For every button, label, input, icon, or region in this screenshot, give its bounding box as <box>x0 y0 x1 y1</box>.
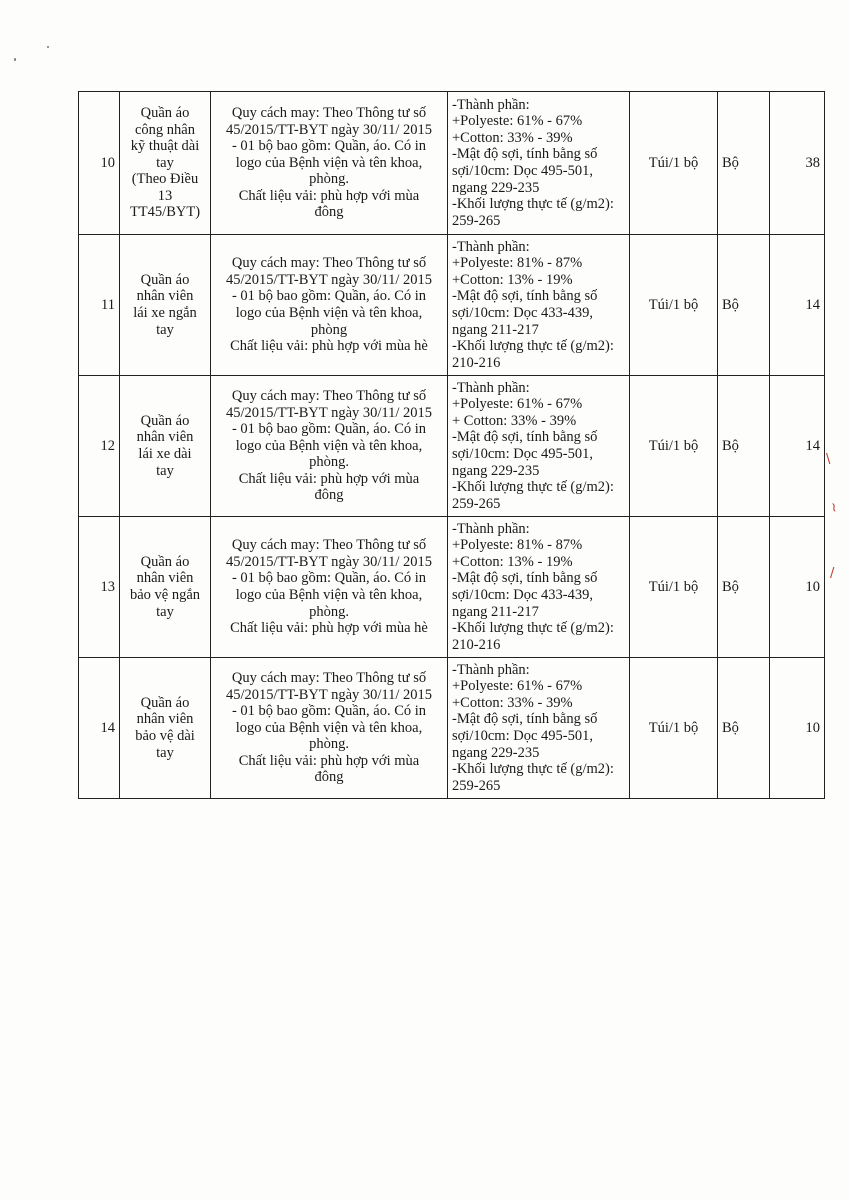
fabric-composition-line: -Khối lượng thực tế (g/m2): <box>452 761 614 778</box>
fabric-composition-line: +Polyeste: 61% - 67% <box>452 678 583 695</box>
scan-speck <box>14 58 16 61</box>
fabric-composition-line: -Khối lượng thực tế (g/m2): <box>452 479 614 496</box>
fabric-composition-cell <box>448 517 630 658</box>
unit-value: Bộ <box>722 296 739 313</box>
packaging-value: Túi/1 bộ <box>648 154 699 171</box>
sewing-spec-line: - 01 bộ bao gồm: Quần, áo. Có in <box>231 703 427 720</box>
sewing-spec-line: Quy cách may: Theo Thông tư số <box>231 387 427 404</box>
sewing-spec-line: Quy cách may: Theo Thông tư số <box>231 537 427 554</box>
item-number-cell <box>79 235 120 376</box>
fabric-composition-cell <box>448 658 630 799</box>
fabric-composition-line: +Polyeste: 61% - 67% <box>452 396 583 413</box>
item-number-cell <box>79 376 120 517</box>
sewing-spec-line: phòng. <box>309 736 349 753</box>
fabric-composition-line: ngang 211-217 <box>452 603 539 620</box>
sewing-spec-cell <box>211 235 448 376</box>
sewing-spec-line: phòng. <box>309 171 349 188</box>
sewing-spec-line: đông <box>314 204 344 221</box>
item-name-line: Quần áo <box>140 694 190 711</box>
sewing-spec-line: Chất liệu vải: phù hợp với mùa <box>238 752 420 769</box>
sewing-spec-line: - 01 bộ bao gồm: Quần, áo. Có in <box>231 570 427 587</box>
item-number: 13 <box>100 578 115 595</box>
fabric-composition-line: +Polyeste: 61% - 67% <box>452 113 583 130</box>
fabric-composition-line: sợi/10cm: Dọc 433-439, <box>452 587 593 603</box>
sewing-spec-line: Quy cách may: Theo Thông tư số <box>231 255 427 272</box>
item-number: 12 <box>100 437 115 454</box>
quantity-cell <box>770 517 825 658</box>
fabric-composition-line: sợi/10cm: Dọc 495-501, <box>452 728 593 744</box>
item-name-line: Quần áo <box>140 104 190 121</box>
fabric-composition-cell <box>448 376 630 517</box>
fabric-composition-line: -Mật độ sợi, tính bằng số <box>452 711 598 728</box>
item-name-cell <box>120 658 211 799</box>
scan-speck <box>47 46 49 48</box>
quantity-cell <box>770 235 825 376</box>
sewing-spec-line: đông <box>314 769 344 786</box>
unit-value: Bộ <box>722 154 739 171</box>
item-name-cell <box>120 376 211 517</box>
item-name-line: tay <box>156 744 174 761</box>
fabric-composition-line: +Polyeste: 81% - 87% <box>452 537 583 554</box>
fabric-composition-line: 210-216 <box>452 636 501 653</box>
fabric-composition-line: sợi/10cm: Dọc 495-501, <box>452 446 593 462</box>
uniform-spec-table <box>78 91 825 799</box>
fabric-composition-line: ngang 229-235 <box>452 462 540 479</box>
fabric-composition-cell <box>448 92 630 235</box>
fabric-composition-line: +Cotton: 33% - 39% <box>452 694 573 711</box>
quantity-value: 38 <box>805 154 820 171</box>
item-name-line: lái xe dài <box>138 446 192 462</box>
item-number: 10 <box>100 154 115 171</box>
item-name-line: nhân viên <box>136 570 194 587</box>
unit-cell <box>718 92 770 235</box>
fabric-composition-line: -Thành phần: <box>452 379 530 396</box>
sewing-spec-line: - 01 bộ bao gồm: Quần, áo. Có in <box>231 138 427 155</box>
fabric-composition-line: ngang 229-235 <box>452 744 540 761</box>
unit-cell <box>718 376 770 517</box>
fabric-composition-line: ngang 211-217 <box>452 321 539 338</box>
sewing-spec-line: Chất liệu vải: phù hợp với mùa <box>238 187 420 204</box>
quantity-value: 14 <box>805 437 820 454</box>
sewing-spec-line: phòng <box>310 321 348 338</box>
sewing-spec-line: 45/2015/TT-BYT ngày 30/11/ 2015 <box>225 271 433 288</box>
item-name-cell <box>120 92 211 235</box>
item-name-line: TT45/BYT) <box>129 204 201 221</box>
fabric-composition-line: 259-265 <box>452 495 501 512</box>
item-name-line: tay <box>156 321 174 338</box>
fabric-composition-line: sợi/10cm: Dọc 433-439, <box>452 305 593 321</box>
unit-value: Bộ <box>722 437 739 454</box>
sewing-spec-line: logo của Bệnh viện và tên khoa, <box>235 154 423 171</box>
item-number-cell <box>79 517 120 658</box>
packaging-value: Túi/1 bộ <box>648 437 699 454</box>
quantity-value: 14 <box>805 296 820 313</box>
stamp-edge-mark: \ <box>826 452 831 467</box>
unit-cell <box>718 658 770 799</box>
fabric-composition-line: -Khối lượng thực tế (g/m2): <box>452 196 614 213</box>
item-name-line: (Theo Điều <box>131 171 199 188</box>
fabric-composition-line: +Cotton: 33% - 39% <box>452 129 573 146</box>
table-row <box>79 235 825 376</box>
sewing-spec-cell <box>211 658 448 799</box>
fabric-composition-cell <box>448 235 630 376</box>
fabric-composition-line: ngang 229-235 <box>452 179 540 196</box>
sewing-spec-line: đông <box>314 487 344 504</box>
item-name-line: Quần áo <box>140 271 190 288</box>
item-name-line: Quần áo <box>140 553 190 570</box>
sewing-spec-line: 45/2015/TT-BYT ngày 30/11/ 2015 <box>225 121 433 138</box>
item-name-line: lái xe ngắn <box>133 305 197 321</box>
fabric-composition-line: -Thành phần: <box>452 520 530 537</box>
item-name-line: bảo vệ ngắn <box>129 587 201 603</box>
fabric-composition-line: -Thành phần: <box>452 661 530 678</box>
packaging-cell <box>630 517 718 658</box>
item-name-line: nhân viên <box>136 288 194 305</box>
sewing-spec-cell <box>211 92 448 235</box>
fabric-composition-line: -Thành phần: <box>452 96 530 113</box>
quantity-cell <box>770 658 825 799</box>
packaging-cell <box>630 235 718 376</box>
sewing-spec-cell <box>211 376 448 517</box>
fabric-composition-line: + Cotton: 33% - 39% <box>452 412 577 429</box>
unit-cell <box>718 517 770 658</box>
item-name-line: công nhân <box>135 121 195 138</box>
fabric-composition-line: +Polyeste: 81% - 87% <box>452 255 583 272</box>
item-name-line: nhân viên <box>136 711 194 728</box>
sewing-spec-line: 45/2015/TT-BYT ngày 30/11/ 2015 <box>225 404 433 421</box>
sewing-spec-cell <box>211 517 448 658</box>
item-number: 14 <box>100 719 115 736</box>
sewing-spec-line: 45/2015/TT-BYT ngày 30/11/ 2015 <box>225 686 433 703</box>
item-number-cell <box>79 658 120 799</box>
fabric-composition-line: -Khối lượng thực tế (g/m2): <box>452 338 614 355</box>
item-name-cell <box>120 235 211 376</box>
quantity-value: 10 <box>805 719 820 736</box>
unit-cell <box>718 235 770 376</box>
table-row <box>79 658 825 799</box>
stamp-edge-mark: ~ <box>825 500 842 515</box>
packaging-value: Túi/1 bộ <box>648 719 699 736</box>
sewing-spec-line: 45/2015/TT-BYT ngày 30/11/ 2015 <box>225 553 433 570</box>
packaging-cell <box>630 376 718 517</box>
fabric-composition-line: -Khối lượng thực tế (g/m2): <box>452 620 614 637</box>
item-name-line: tay <box>156 462 174 479</box>
item-name-line: bảo vệ dài <box>135 728 195 744</box>
fabric-composition-line: -Mật độ sợi, tính bằng số <box>452 429 598 446</box>
item-number: 11 <box>101 296 115 313</box>
packaging-cell <box>630 658 718 799</box>
sewing-spec-line: - 01 bộ bao gồm: Quần, áo. Có in <box>231 288 427 305</box>
item-name-line: nhân viên <box>136 429 194 446</box>
item-number-cell <box>79 92 120 235</box>
packaging-value: Túi/1 bộ <box>648 578 699 595</box>
packaging-cell <box>630 92 718 235</box>
unit-value: Bộ <box>722 719 739 736</box>
fabric-composition-line: -Mật độ sợi, tính bằng số <box>452 288 598 305</box>
quantity-cell <box>770 376 825 517</box>
item-name-line: kỹ thuật dài <box>130 138 200 155</box>
fabric-composition-line: +Cotton: 13% - 19% <box>452 271 573 288</box>
sewing-spec-line: phòng. <box>309 454 349 471</box>
sewing-spec-line: - 01 bộ bao gồm: Quần, áo. Có in <box>231 421 427 438</box>
item-name-cell <box>120 517 211 658</box>
item-name-line: tay <box>156 154 174 171</box>
sewing-spec-line: logo của Bệnh viện và tên khoa, <box>235 587 423 603</box>
fabric-composition-line: sợi/10cm: Dọc 495-501, <box>452 163 593 179</box>
sewing-spec-line: logo của Bệnh viện và tên khoa, <box>235 719 423 736</box>
sewing-spec-line: Quy cách may: Theo Thông tư số <box>231 104 427 121</box>
table-row <box>79 376 825 517</box>
sewing-spec-line: Chất liệu vải: phù hợp với mùa hè <box>230 338 428 355</box>
item-name-line: 13 <box>157 187 173 204</box>
table-row <box>79 517 825 658</box>
quantity-cell <box>770 92 825 235</box>
table-row <box>79 92 825 235</box>
sewing-spec-line: Quy cách may: Theo Thông tư số <box>231 669 427 686</box>
fabric-composition-line: -Mật độ sợi, tính bằng số <box>452 570 598 587</box>
fabric-composition-line: -Thành phần: <box>452 238 530 255</box>
stamp-edge-mark: / <box>830 566 835 581</box>
sewing-spec-line: logo của Bệnh viện và tên khoa, <box>235 437 423 454</box>
sewing-spec-line: Chất liệu vải: phù hợp với mùa <box>238 470 420 487</box>
quantity-value: 10 <box>805 578 820 595</box>
sewing-spec-line: phòng. <box>309 603 349 620</box>
fabric-composition-line: 210-216 <box>452 354 501 371</box>
fabric-composition-line: +Cotton: 13% - 19% <box>452 553 573 570</box>
unit-value: Bộ <box>722 578 739 595</box>
fabric-composition-line: -Mật độ sợi, tính bằng số <box>452 146 598 163</box>
sewing-spec-line: Chất liệu vải: phù hợp với mùa hè <box>230 620 428 637</box>
item-name-line: Quần áo <box>140 412 190 429</box>
fabric-composition-line: 259-265 <box>452 212 501 229</box>
packaging-value: Túi/1 bộ <box>648 296 699 313</box>
item-name-line: tay <box>156 603 174 620</box>
fabric-composition-line: 259-265 <box>452 777 501 794</box>
sewing-spec-line: logo của Bệnh viện và tên khoa, <box>235 305 423 321</box>
